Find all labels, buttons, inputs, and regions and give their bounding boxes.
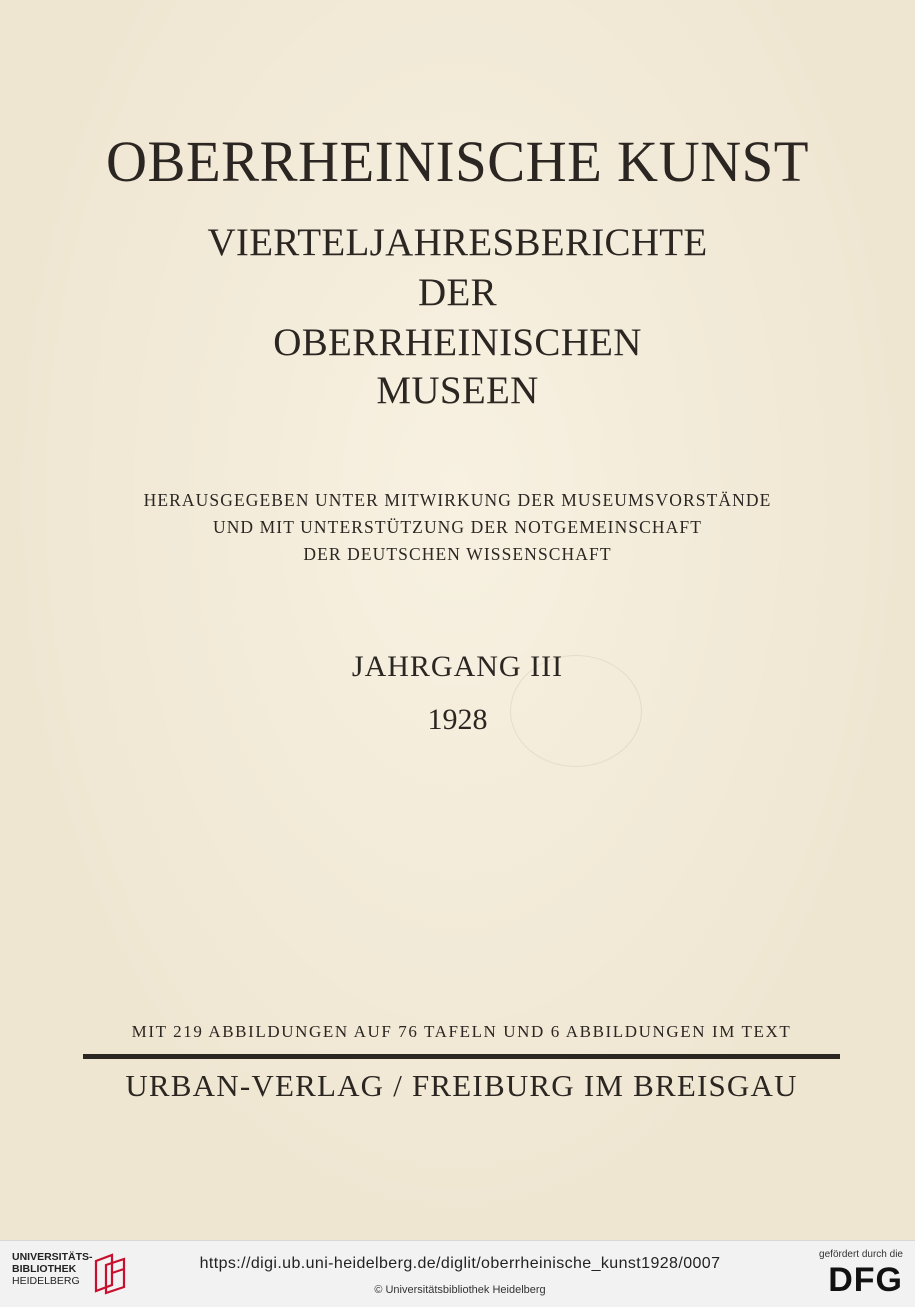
subtitle-line-2: DER (418, 271, 497, 314)
funding-note: gefördert durch die (819, 1249, 903, 1260)
journal-title: OBERRHEINISCHE KUNST (106, 129, 809, 194)
volume-label: JAHRGANG III (351, 650, 564, 683)
subtitle-line-1: VIERTELJAHRESBERICHTE (207, 221, 708, 264)
funder-logo[interactable] (803, 1249, 903, 1301)
copyright-notice: © Universitätsbibliothek Heidelberg (374, 1284, 546, 1296)
library-logo[interactable] (12, 1251, 162, 1297)
publication-year: 1928 (427, 703, 488, 736)
dfg-logo-text: DFG (828, 1261, 903, 1299)
subtitle-line-4: MUSEEN (376, 369, 539, 412)
library-emblem-icon (92, 1253, 130, 1295)
publisher-imprint: URBAN-VERLAG / FREIBURG IM BREISGAU (125, 1068, 798, 1103)
viewer-footer (0, 1240, 915, 1307)
library-logo-line-2: BIBLIOTHEK (12, 1263, 77, 1275)
library-logo-line-1: UNIVERSITÄTS- (12, 1251, 93, 1263)
publisher-note-line-2: UND MIT UNTERSTÜTZUNG DER NOTGEMEINSCHAFT (212, 517, 703, 537)
illustrations-note: MIT 219 ABBILDUNGEN AUF 76 TAFELN UND 6 ABBILDUNGEN IM TEXT (131, 1022, 792, 1041)
page-url[interactable]: https://digi.ub.uni-heidelberg.de/diglit/oberrheinische_kunst1928/0007 (199, 1255, 721, 1272)
divider-rule (83, 1054, 840, 1059)
library-logo-text (12, 1251, 93, 1287)
library-logo-line-3: HEIDELBERG (12, 1275, 80, 1287)
subtitle-line-3: OBERRHEINISCHEN (273, 321, 642, 364)
publisher-note-line-3: DER DEUTSCHEN WISSENSCHAFT (303, 544, 612, 564)
publisher-note-line-1: HERAUSGEGEBEN UNTER MITWIRKUNG DER MUSEUMSVORSTÄNDE (143, 490, 772, 510)
